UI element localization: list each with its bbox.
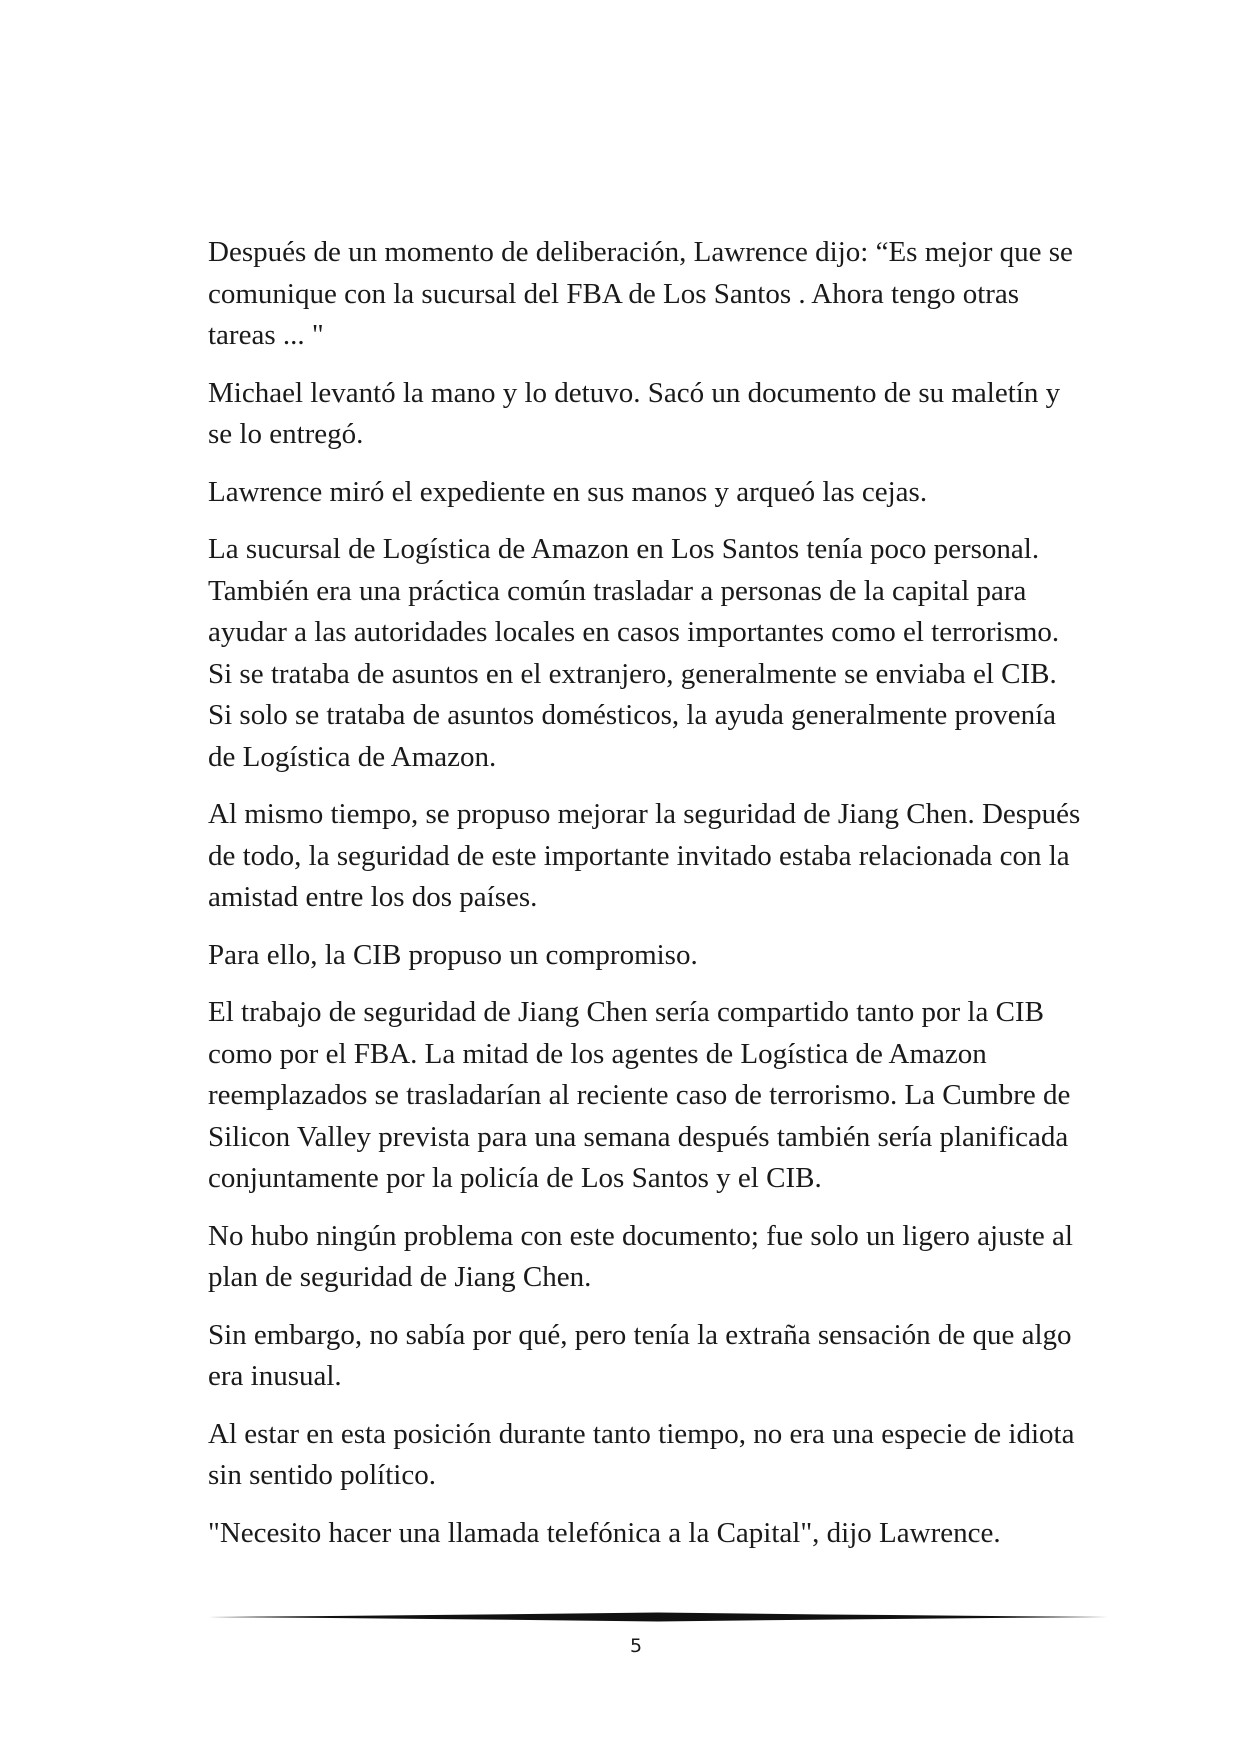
paragraph: Lawrence miró el expediente en sus manos y arqueó las cejas. — [208, 475, 928, 508]
paragraph: Sin embargo, no sabía por qué, pero tenía la extraña sensación de que algo era inusual. — [208, 1318, 1072, 1392]
paragraph: El trabajo de seguridad de Jiang Chen sería compartido tanto por la CIB como por el FBA. La mitad de los agentes de Logística de Amazon reemplazados se trasladarían al reciente caso de terrorismo. La Cumbre de Silicon Valley prevista para una semana después también sería planificada conjuntamente por la policía de Los Santos y el CIB. — [208, 996, 1071, 1194]
paragraph: No hubo ningún problema con este documento; fue solo un ligero ajuste al plan de seguridad de Jiang Chen. — [208, 1219, 1073, 1293]
footer-divider — [208, 1609, 1108, 1625]
body-text — [208, 232, 1088, 1570]
paragraph: Después de un momento de deliberación, Lawrence dijo: “Es mejor que se comunique con la sucursal del FBA de Los Santos . Ahora tengo otras tareas ... " — [208, 236, 1073, 351]
paragraph: Al mismo tiempo, se propuso mejorar la seguridad de Jiang Chen. Después de todo, la seguridad de este importante invitado estaba relacionada con la amistad entre los dos países. — [208, 798, 1081, 913]
paragraph: La sucursal de Logística de Amazon en Los Santos tenía poco personal. También era una práctica común trasladar a personas de la capital para ayudar a las autoridades locales en casos importantes como el terrorismo. Si se trataba de asuntos en el extranjero, generalmente se enviaba el CIB. Si solo se trataba de asuntos domésticos, la ayuda generalmente provenía de Logística de Amazon. — [208, 533, 1060, 773]
paragraph: Michael levantó la mano y lo detuvo. Sacó un documento de su maletín y se lo entregó. — [208, 376, 1061, 450]
paragraph: Para ello, la CIB propuso un compromiso. — [208, 938, 698, 971]
page-number: 5 — [629, 1635, 643, 1657]
paragraph: Al estar en esta posición durante tanto tiempo, no era una especie de idiota sin sentido político. — [208, 1417, 1075, 1491]
paragraph: "Necesito hacer una llamada telefónica a la Capital", dijo Lawrence. — [208, 1516, 1001, 1549]
